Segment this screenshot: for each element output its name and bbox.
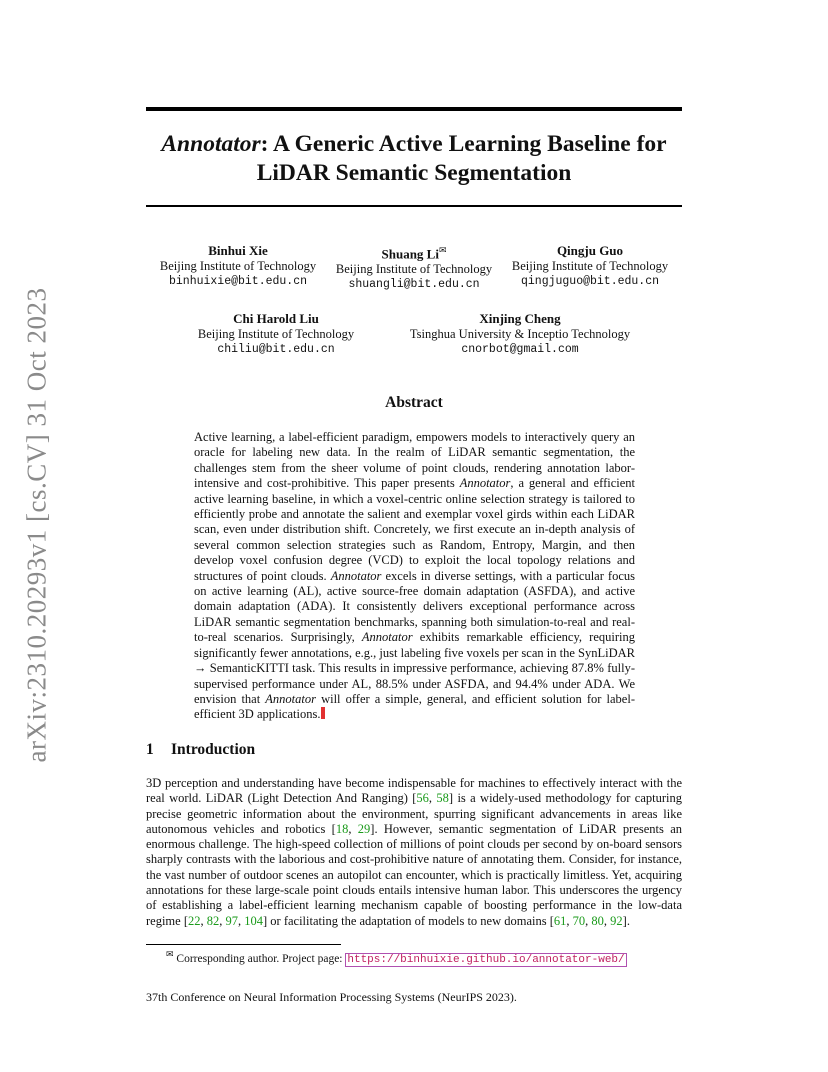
citation-link[interactable]: 82 [206, 913, 220, 928]
author-affiliation: Beijing Institute of Technology [159, 258, 317, 273]
footnote-text: Corresponding author. Project page: [173, 952, 346, 965]
section-number: 1 [146, 741, 154, 758]
author-name: Xinjing Cheng [479, 311, 561, 326]
author-email[interactable]: qingjuguo@bit.edu.cn [520, 275, 660, 288]
abstract-text: Active learning, a label-efficient paradigm, empowers models to interactively query an oracle for labeling new data. In the realm of LiDAR semantic segmentation, the challenges stem from the sheer volume of point clouds, rendering annotation labor-intensive and cost-prohibitive. This paper presents [194, 430, 635, 491]
author-name: Qingju Guo [556, 243, 624, 258]
intro-text: ] or facilitating the adaptation of models to new domains [ [263, 913, 554, 928]
author-name: Shuang Li [381, 246, 439, 262]
author-block [508, 243, 672, 290]
author-block [156, 243, 320, 290]
citation-link[interactable]: 58 [436, 791, 449, 806]
abstract-heading: Abstract [385, 394, 443, 411]
abstract-text: exhibits remarkable efficiency, requiring significantly fewer annotations, e.g., just labeling five voxels per scan in the SynLiDAR → SemanticKITTI task. This results in impressive performance, achieving 87.8% fully-supervised performance under AL, 88.5% under ASFDA, and 94.4% under ADA. We envision that [194, 630, 636, 706]
abstract-method-name: Annotator [330, 568, 382, 583]
abstract-text: will offer a simple, general, and efficient solution for label-efficient 3D applications. [194, 691, 635, 722]
citation-link[interactable]: 29 [357, 821, 371, 836]
text-cursor [321, 707, 325, 719]
project-page-link[interactable]: https://binhuixie.github.io/annotator-web/ [347, 953, 625, 966]
abstract-method-name: Annotator [459, 476, 511, 491]
author-name: Binhui Xie [208, 243, 268, 258]
author-affiliation: Tsinghua University & Inceptio Technology [409, 326, 631, 341]
citation-link[interactable]: 97 [225, 913, 238, 928]
author-name: Chi Harold Liu [233, 311, 319, 326]
abstract-method-name: Annotator [265, 691, 316, 706]
envelope-icon: ✉ [166, 949, 174, 959]
intro-paragraph: 3D perception and understanding have become indispensable for machines to effectively interact with the real world. LiDAR (Light Detection And Ranging) [56, 58] is a widely-used methodology for capturing precise geometric information about the environment, spurring significant advancements in areas like autonomous vehicles and robotics [18, 29]. However, semantic segmentation of LiDAR presents an enormous challenge. The high-speed collection of millions of point clouds per second by on-board sensors sharply contrasts with the laborious and cost-prohibitive nature of annotating them. Consider, for instance, the vast number of outdoor scenes an autopilot can encounter, which is practically limitless. Yet, acquiring annotations for these large-scale point clouds entails intensive human labor. This underscores the urgency of establishing a label-efficient learning mechanism capable of boosting performance in the low-data regime [22, 82, 97, 104] or facilitating the adaptation of models to new domains [61, 70, 80, 92]. [146, 776, 682, 928]
envelope-icon: ✉ [438, 245, 447, 255]
section-title: Introduction [171, 741, 256, 758]
citation-link[interactable]: 70 [572, 913, 586, 928]
intro-text: ] is a widely-used methodology for capturing precise geometric information about the environment, spurring significant advancements in areas like autonomous vehicles and robotics [ [146, 791, 682, 836]
citation-link[interactable]: 92 [610, 913, 623, 928]
citation-link[interactable]: 22 [188, 913, 201, 928]
citation-link[interactable]: 61 [553, 913, 567, 928]
citation-link[interactable]: 80 [591, 913, 604, 928]
footnote [166, 949, 627, 966]
author-email[interactable]: cnorbot@gmail.com [461, 343, 579, 356]
abstract-text: excels in diverse settings, with a particular focus on active learning (AL), active source-free domain adaptation (ASFDA), and active domain adaptation (ADA). It consistently delivers exceptional performance across LiDAR semantic segmentation benchmarks, spanning both simulation-to-real and real-to-real scenarios. Surprisingly, [194, 568, 636, 645]
arxiv-stamp: arXiv:2310.20293v1 [cs.CV] 31 Oct 2023 [21, 287, 52, 763]
author-affiliation: Beijing Institute of Technology [511, 258, 669, 273]
intro-text: ]. [622, 913, 630, 928]
citation-link[interactable]: 56 [416, 791, 429, 806]
intro-text: ]. However, semantic segmentation of LiDAR presents an enormous challenge. The high-speed collection of millions of point clouds per second by on-board sensors sharply contrasts with the laborious and cost-prohibitive nature of annotating them. Consider, for instance, the vast number of outdoor scenes an autopilot can encounter, which is practically limitless. Yet, acquiring annotations for these large-scale point clouds entails intensive human labor. This underscores the urgency of establishing a label-efficient learning mechanism capable of boosting performance in the low-data regime [ [146, 821, 682, 928]
section-heading [146, 741, 255, 759]
intro-text: 3D perception and understanding have become indispensable for machines to effectively interact with the real world. LiDAR (Light Detection And Ranging) [ [146, 776, 682, 806]
author-email[interactable]: binhuixie@bit.edu.cn [168, 275, 308, 288]
author-block [332, 243, 496, 293]
author-email[interactable]: chiliu@bit.edu.cn [217, 343, 335, 356]
author-affiliation: Beijing Institute of Technology [197, 326, 355, 341]
footnote-rule [146, 944, 341, 945]
title-top-rule [146, 107, 682, 111]
citation-link[interactable]: 104 [244, 913, 263, 928]
title-bottom-rule [146, 205, 682, 207]
author-affiliation: Beijing Institute of Technology [335, 261, 493, 276]
abstract-method-name: Annotator [361, 630, 413, 645]
title-line2: LiDAR Semantic Segmentation [256, 160, 572, 186]
abstract-text: , a general and efficient active learning baseline, in which a voxel-centric online selection strategy is tailored to efficiently probe and annotate the salient and exemplar voxel girds within each LiDAR scan, even under distribution shift. Concretely, we first execute an in-depth analysis of several common selection strategies such as Random, Entropy, Margin, and then develop voxel confusion degree (VCD) to exploit the local topology relations and structures of point clouds. [194, 476, 636, 583]
conference-note: 37th Conference on Neural Information Processing Systems (NeurIPS 2023). [146, 990, 517, 1004]
title-italic: Annotator [161, 131, 261, 157]
title-line1: : A Generic Active Learning Baseline for [260, 131, 667, 157]
author-block [400, 311, 640, 358]
author-email[interactable]: shuangli@bit.edu.cn [348, 278, 480, 292]
citation-link[interactable]: 18 [335, 821, 349, 836]
author-block [194, 311, 358, 358]
abstract-body [194, 430, 635, 723]
paper-title [146, 130, 682, 188]
